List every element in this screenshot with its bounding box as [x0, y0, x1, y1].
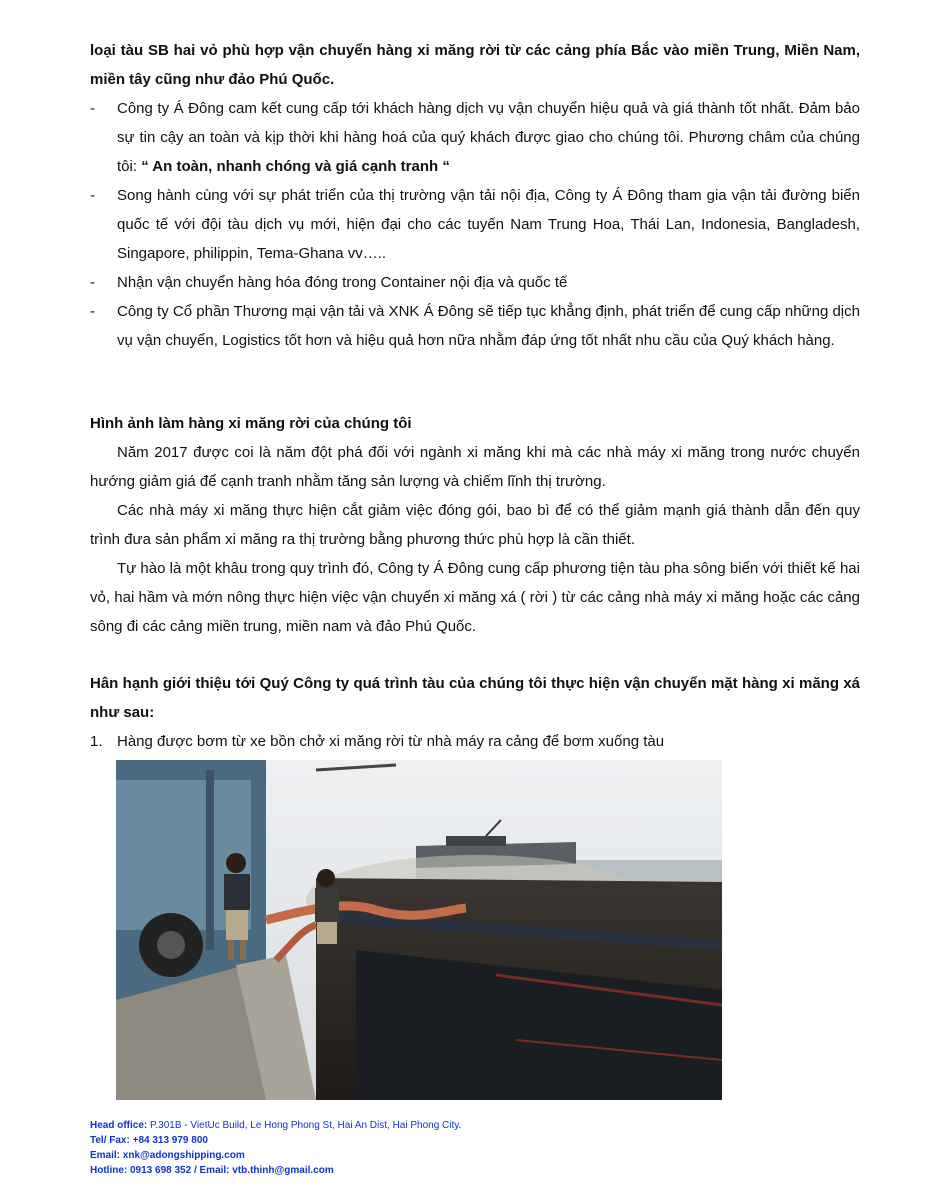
- footer: [90, 1118, 461, 1178]
- bullet-text: Công ty Á Đông cam kết cung cấp tới khách hàng dịch vụ vận chuyển hiệu quả và giá thành tốt nhất. Đảm bảo sự tin cậy an toàn và kịp thời khi hàng hoá của quý khách được giao cho chúng tôi. Phương châm của chúng tôi:: [117, 100, 860, 175]
- paragraph: Năm 2017 được coi là năm đột phá đối với ngành xi măng khi mà các nhà máy xi măng trong nước chuyển hướng giảm giá để cạnh tranh nhằm tăng sản lượng và chiếm lĩnh thị trường.: [90, 444, 860, 490]
- footer-email[interactable]: Email: xnk@adongshipping.com: [90, 1150, 245, 1161]
- bullet-logistics: - Công ty Cổ phần Thương mại vận tải và XNK Á Đông sẽ tiếp tục khẳng định, phát triển để cung cấp những dịch vụ vận chuyển, Logistics tốt hơn và hiệu quả hơn nữa nhằm đáp ứng tốt nhất nhu cầu của Quý khách hàng.: [90, 297, 860, 355]
- bullet-international: - Song hành cùng với sự phát triển của thị trường vận tải nội địa, Công ty Á Đông tham gia vận tải đường biển quốc tế với đội tàu dịch vụ mới, hiện đại cho các tuyến Nam Trung Hoa, Thái Lan, Indonesia, Bangladesh, Singapore, philippin, Tema-Ghana vv…..: [90, 181, 860, 268]
- step-item-1: [90, 727, 664, 756]
- section-body-photos: [90, 438, 860, 641]
- bullet-text: Nhận vận chuyển hàng hóa đóng trong Container nội địa và quốc tế: [117, 274, 568, 291]
- bullet-container: - Nhận vận chuyển hàng hóa đóng trong Container nội địa và quốc tế: [90, 268, 860, 297]
- intro-lead: loại tàu SB hai vỏ phù hợp vận chuyển hàng xi măng rời từ các cảng phía Bắc vào miền Trung, Miền Nam, miền tây cũng như đảo Phú Quốc.: [90, 42, 860, 88]
- step-number: 1.: [90, 733, 103, 750]
- cement-loading-photo: [116, 760, 722, 1100]
- footer-tel: Tel/ Fax: +84 313 979 800: [90, 1135, 208, 1146]
- intro-section: [90, 36, 860, 355]
- step-text: Hàng được bơm từ xe bồn chở xi măng rời từ nhà máy ra cảng để bơm xuống tàu: [117, 733, 665, 750]
- bullet-text: Song hành cùng với sự phát triển của thị trường vận tải nội địa, Công ty Á Đông tham gia vận tải đường biển quốc tế với đội tàu dịch vụ mới, hiện đại cho các tuyến Nam Trung Hoa, Thái Lan, Indonesia, Bangladesh, Singapore, philippin, Tema-Ghana vv…..: [117, 187, 860, 262]
- bullet-text: Công ty Cổ phần Thương mại vận tải và XNK Á Đông sẽ tiếp tục khẳng định, phát triển để cung cấp những dịch vụ vận chuyển, Logistics tốt hơn và hiệu quả hơn nữa nhằm đáp ứng tốt nhất nhu cầu của Quý khách hàng.: [117, 303, 860, 349]
- motto: “ An toàn, nhanh chóng và giá cạnh tranh “: [141, 158, 450, 175]
- bullet-commitment: - Công ty Á Đông cam kết cung cấp tới khách hàng dịch vụ vận chuyển hiệu quả và giá thành tốt nhất. Đảm bảo sự tin cậy an toàn và kịp thời khi hàng hoá của quý khách được giao cho chúng tôi. Phương châm của chúng tôi: “ An toàn, nhanh chóng và giá cạnh tranh “: [90, 100, 860, 175]
- section-heading-photos: Hình ảnh làm hàng xi măng rời của chúng tôi: [90, 415, 412, 432]
- section-heading-process: Hân hạnh giới thiệu tới Quý Công ty quá trình tàu của chúng tôi thực hiện vận chuyển mặt hàng xi măng xá như sau:: [90, 675, 860, 721]
- footer-head-office: Head office: P.301B - VietUc Build, Le Hong Phong St, Hai An Dist, Hai Phong City.: [90, 1120, 462, 1131]
- paragraph: Tự hào là một khâu trong quy trình đó, Công ty Á Đông cung cấp phương tiện tàu pha sông biển với thiết kế hai vỏ, hai hầm và mớn nông thực hiện việc vận chuyển xi măng xá ( rời ) từ các cảng nhà máy xi măng hoặc các cảng sông đi các cảng miền trung, miền nam và đảo Phú Quốc.: [90, 560, 860, 635]
- footer-hotline[interactable]: Hotline: 0913 698 352 / Email: vtb.thinh@gmail.com: [90, 1165, 334, 1176]
- paragraph: Các nhà máy xi măng thực hiện cắt giảm việc đóng gói, bao bì để có thể giảm mạnh giá thành dẫn đến quy trình đưa sản phẩm xi măng ra thị trường bằng phương thức phù hợp là cần thiết.: [90, 502, 860, 548]
